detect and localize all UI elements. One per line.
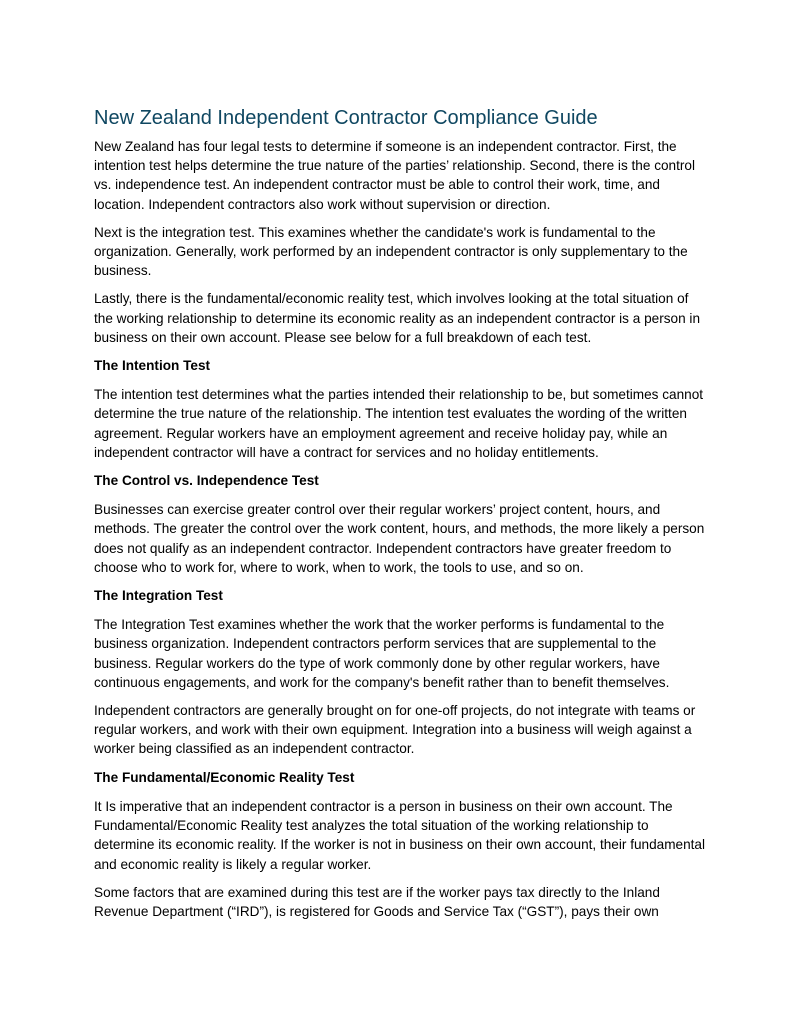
- intro-paragraph: Next is the integration test. This examines whether the candidate's work is fundamental to the organization. Generally, work performed by an independent contractor is only supplementary to the business.: [94, 224, 688, 279]
- section-heading-intention-test: The Intention Test: [94, 358, 211, 374]
- section-paragraph: The Integration Test examines whether the work that the worker performs is fundamental to the business organization. Independent contractors perform services that are supplemental to the business. Regular workers do the type of work commonly done by other regular workers, have continuous engagements, and work for the company's benefit rather than to benefit themselves.: [94, 617, 670, 690]
- section-heading-economic-reality-test: The Fundamental/Economic Reality Test: [94, 769, 355, 785]
- section-paragraph: It Is imperative that an independent contractor is a person in business on their own account. The Fundamental/Economic Reality test analyzes the total situation of the working relationship to determine its economic reality. If the worker is not in business on their own account, their fundamental and economic reality is likely a regular worker.: [94, 798, 706, 872]
- section-paragraph: Businesses can exercise greater control over their regular workers’ project content, hours, and methods. The greater the control over the work content, hours, and methods, the more likely a person does not qualify as an independent contractor. Independent contractors have greater freedom to choose who to work for, where to work, when to work, the tools to use, and so on.: [94, 502, 705, 575]
- intro-paragraph: Lastly, there is the fundamental/economic reality test, which involves looking at the total situation of the working relationship to determine its economic reality as an independent contractor is a person in business on their own account. Please see below for a full breakdown of each test.: [94, 291, 701, 345]
- section-paragraph: Independent contractors are generally brought on for one-off projects, do not integrate with teams or regular workers, and work with their own equipment. Integration into a business will weigh against a worker being classified as an independent contractor.: [94, 703, 696, 757]
- document-title: New Zealand Independent Contractor Compliance Guide: [94, 107, 598, 129]
- section-paragraph: The intention test determines what the parties intended their relationship to be, but sometimes cannot determine the true nature of the relationship. The intention test evaluates the wording of the written agreement. Regular workers have an employment agreement and receive holiday pay, while an independent contractor will have a contract for services and no holiday entitlements.: [94, 387, 704, 460]
- section-paragraph: Some factors that are examined during this test are if the worker pays tax directly to the Inland Revenue Department (“IRD”), is registered for Goods and Service Tax (“GST”), pays their own: [94, 884, 660, 919]
- section-heading-control-test: The Control vs. Independence Test: [94, 473, 319, 489]
- section-heading-integration-test: The Integration Test: [94, 588, 223, 604]
- intro-paragraph: New Zealand has four legal tests to determine if someone is an independent contractor. First, the intention test helps determine the true nature of the parties’ relationship. Second, there is the control vs. independence test. An independent contractor must be able to control their work, time, and location. Independent contractors also work without supervision or direction.: [94, 139, 695, 212]
